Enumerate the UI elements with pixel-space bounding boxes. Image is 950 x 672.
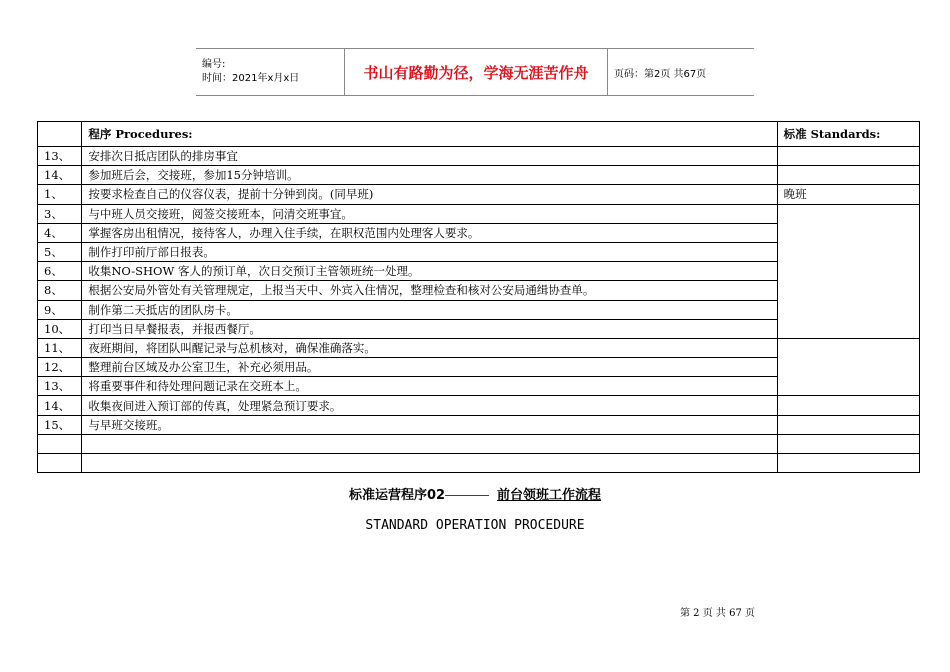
row-number: 3、: [38, 204, 82, 223]
time-label: 时间：2021年x月x日: [202, 73, 300, 84]
title-rule: [445, 495, 489, 496]
sop-title-part1: 标准运营程序02: [348, 488, 446, 503]
row-number: 6、: [38, 262, 82, 281]
row-number: 8、: [38, 281, 82, 300]
row-number: 13、: [38, 377, 82, 396]
row-number: 14、: [38, 396, 82, 415]
header-page-label: 页码：第2页 共67页: [608, 49, 755, 96]
row-procedure: 与早班交接班。: [82, 415, 777, 434]
row-standard: [777, 415, 919, 434]
row-standard-merged: [777, 338, 919, 396]
table-row: [38, 147, 920, 166]
table-row: [38, 185, 920, 204]
row-procedure: 根据公安局外管处有关管理规定，上报当天中、外宾入住情况，整理检查和核对公安局通缉协查单。: [82, 281, 777, 300]
table-header-row: [38, 122, 920, 147]
row-procedure: 按要求检查自己的仪容仪表，提前十分钟到岗。(同早班): [82, 185, 777, 204]
row-procedure: 安排次日抵店团队的排房事宜: [82, 147, 777, 166]
row-procedure: 收集NO-SHOW 客人的预订单，次日交预订主管领班统一处理。: [82, 262, 777, 281]
procedures-column-header: 程序 Procedures:: [82, 122, 777, 147]
row-standard-merged: [777, 204, 919, 338]
row-procedure: 打印当日早餐报表，并报西餐厅。: [82, 319, 777, 338]
row-standard: [777, 166, 919, 185]
row-number: 4、: [38, 223, 82, 242]
row-number: 1、: [38, 185, 82, 204]
row-standard: [777, 147, 919, 166]
document-header: [196, 48, 754, 96]
sop-title-part2: 前台领班工作流程: [497, 488, 602, 503]
row-standard: [777, 396, 919, 415]
header-meta: [196, 49, 345, 96]
row-number: 11、: [38, 338, 82, 357]
table-row: [38, 415, 920, 434]
row-number: 9、: [38, 300, 82, 319]
row-procedure: 整理前台区域及办公室卫生，补充必须用品。: [82, 358, 777, 377]
row-number: 10、: [38, 319, 82, 338]
table-row-empty: [38, 454, 920, 473]
number-label: 编号:: [202, 59, 226, 70]
table-row-empty: [38, 434, 920, 453]
row-procedure: 夜班期间，将团队叫醒记录与总机核对，确保准确落实。: [82, 338, 777, 357]
row-procedure: 参加班后会，交接班，参加15分钟培训。: [82, 166, 777, 185]
row-number: 13、: [38, 147, 82, 166]
sop-subtitle: STANDARD OPERATION PROCEDURE: [365, 518, 585, 533]
header-slogan: 书山有路勤为径，学海无涯苦作舟: [345, 49, 608, 96]
row-number: 12、: [38, 358, 82, 377]
procedure-table: [37, 121, 920, 473]
row-procedure: 将重要事件和待处理问题记录在交班本上。: [82, 377, 777, 396]
sop-title: [0, 484, 950, 503]
row-procedure: 制作第二天抵店的团队房卡。: [82, 300, 777, 319]
row-procedure: 收集夜间进入预订部的传真，处理紧急预订要求。: [82, 396, 777, 415]
table-row: [38, 338, 920, 357]
number-column-header: [38, 122, 82, 147]
page-number: 第 2 页 共 67 页: [680, 608, 755, 619]
row-number: 5、: [38, 242, 82, 261]
row-standard: 晚班: [777, 185, 919, 204]
table-row: [38, 204, 920, 223]
standards-column-header: 标准 Standards:: [777, 122, 919, 147]
table-row: [38, 396, 920, 415]
row-number: 14、: [38, 166, 82, 185]
row-procedure: 制作打印前厅部日报表。: [82, 242, 777, 261]
row-procedure: 与中班人员交接班，阅签交接班本，问清交班事宜。: [82, 204, 777, 223]
table-row: [38, 166, 920, 185]
row-procedure: 掌握客房出租情况，接待客人，办理入住手续，在职权范围内处理客人要求。: [82, 223, 777, 242]
row-number: 15、: [38, 415, 82, 434]
